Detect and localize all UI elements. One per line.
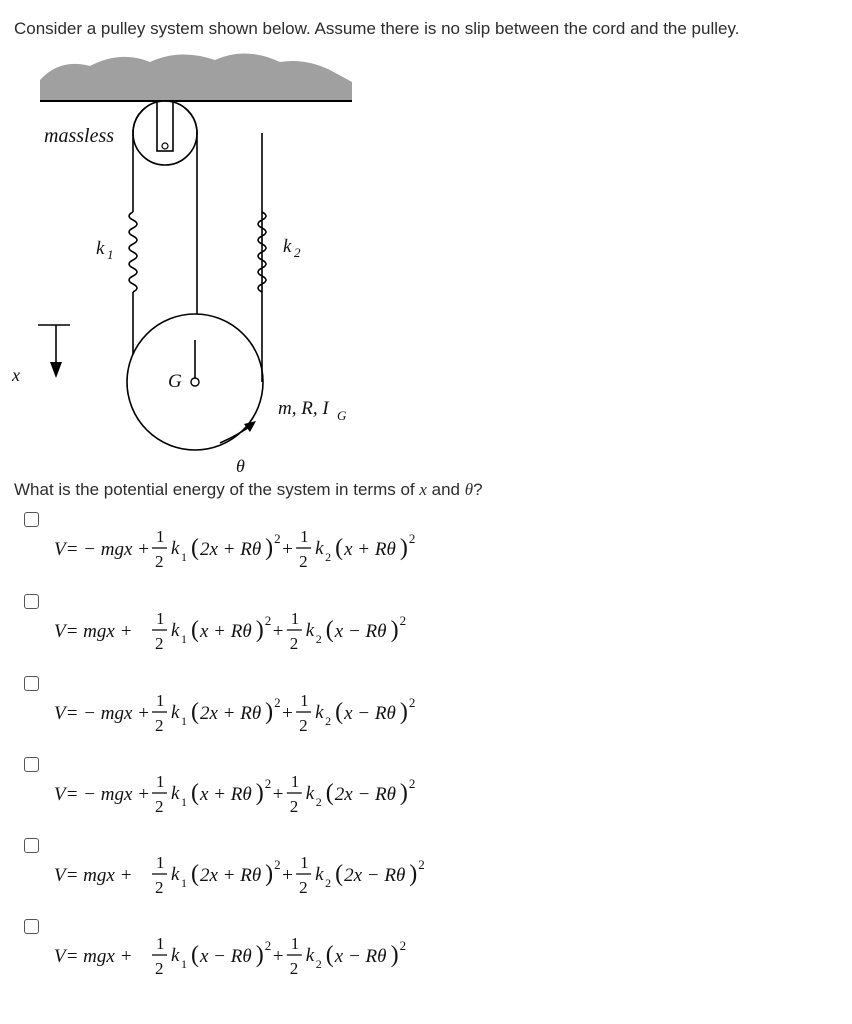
paren-open: (	[335, 699, 344, 725]
answer-option[interactable]	[0, 676, 852, 756]
spring-subscript: 1	[181, 632, 187, 646]
paren-close: )	[255, 942, 264, 968]
exponent: 2	[399, 938, 407, 953]
term-2: 2x − Rθ	[344, 865, 406, 886]
fraction-numerator: 1	[156, 691, 165, 710]
answer-checkbox[interactable]	[24, 512, 39, 527]
term-1: 2x + Rθ	[200, 865, 262, 886]
spring-subscript: 1	[181, 550, 187, 564]
spring-k1	[129, 212, 137, 292]
label-mass: m, R, I	[278, 398, 329, 419]
fraction-denominator: 2	[155, 552, 164, 571]
label-G: G	[168, 371, 182, 392]
paren-close: )	[399, 780, 408, 806]
spring-constant: k	[171, 620, 180, 641]
term-1: x + Rθ	[200, 621, 252, 642]
answer-equation	[54, 838, 574, 908]
equation-lead: V= mgx +	[54, 621, 133, 642]
paren-close: )	[390, 942, 399, 968]
answer-option[interactable]	[0, 594, 852, 674]
spring-subscript: 1	[181, 714, 187, 728]
answer-option[interactable]	[0, 919, 852, 999]
equation-lead: V= − mgx +	[54, 539, 150, 560]
paren-open: (	[191, 699, 199, 725]
label-k1: k	[96, 238, 105, 259]
paren-close: )	[399, 535, 408, 561]
answer-checkbox[interactable]	[24, 838, 39, 853]
spring-constant: k	[315, 538, 324, 559]
spring-subscript: 2	[325, 550, 332, 564]
fraction-numerator: 1	[300, 853, 309, 872]
spring-constant: k	[171, 864, 180, 885]
label-k2-sub: 2	[294, 245, 301, 260]
fraction-denominator: 2	[289, 797, 299, 816]
term-1: x + Rθ	[200, 784, 252, 805]
equation-lead: V= − mgx +	[54, 784, 150, 805]
paren-open: (	[335, 535, 344, 561]
paren-open: (	[325, 780, 334, 806]
paren-close: )	[255, 617, 264, 643]
answer-equation	[54, 919, 574, 989]
answer-equation	[54, 594, 574, 664]
term-2: x − Rθ	[334, 621, 387, 642]
label-x: x	[12, 365, 20, 385]
exponent: 2	[274, 857, 281, 872]
fraction-numerator: 1	[156, 772, 165, 791]
answer-equation	[54, 757, 574, 827]
question-prompt	[14, 480, 483, 500]
paren-open: (	[191, 535, 199, 561]
label-theta: θ	[236, 456, 245, 476]
spring-subscript: 2	[325, 714, 332, 728]
fraction-denominator: 2	[299, 716, 308, 735]
spring-constant: k	[171, 783, 180, 804]
spring-constant: k	[171, 702, 180, 723]
plus-sign: +	[272, 784, 284, 805]
term-2: x − Rθ	[344, 703, 396, 724]
fraction-denominator: 2	[289, 959, 299, 978]
fraction-denominator: 2	[155, 959, 164, 978]
spring-constant: k	[315, 702, 324, 723]
answer-checkbox[interactable]	[24, 757, 39, 772]
spring-constant: k	[305, 945, 315, 966]
equation-lead: V= mgx +	[54, 865, 133, 886]
prompt-suffix: ?	[473, 480, 483, 499]
ceiling-hatch	[40, 53, 352, 102]
exponent: 2	[264, 938, 272, 953]
plus-sign: +	[282, 865, 293, 886]
fraction-denominator: 2	[155, 716, 164, 735]
fraction-numerator: 1	[290, 609, 300, 628]
spring-subscript: 1	[181, 876, 187, 890]
plus-sign: +	[282, 539, 293, 560]
spring-constant: k	[315, 864, 324, 885]
spring-subscript: 2	[315, 632, 322, 646]
fraction-numerator: 1	[156, 934, 165, 953]
prompt-var-x: x	[419, 480, 427, 499]
paren-close: )	[399, 699, 408, 725]
pulley-diagram	[0, 40, 852, 480]
paren-open: (	[191, 942, 199, 968]
paren-open: (	[191, 780, 199, 806]
paren-close: )	[390, 617, 399, 643]
answer-equation	[54, 676, 574, 746]
plus-sign: +	[282, 703, 293, 724]
fraction-numerator: 1	[156, 853, 165, 872]
paren-open: (	[325, 617, 334, 643]
fraction-denominator: 2	[299, 552, 308, 571]
fraction-numerator: 1	[300, 691, 309, 710]
fraction-numerator: 1	[300, 527, 309, 546]
answer-checkbox[interactable]	[24, 676, 39, 691]
fraction-numerator: 1	[290, 772, 300, 791]
fraction-denominator: 2	[289, 634, 299, 653]
exponent: 2	[408, 776, 416, 791]
answer-checkbox[interactable]	[24, 594, 39, 609]
spring-subscript: 1	[181, 957, 187, 971]
exponent: 2	[408, 531, 416, 546]
answer-option[interactable]	[0, 512, 852, 592]
label-mass-sub: G	[337, 408, 347, 423]
answer-checkbox[interactable]	[24, 919, 39, 934]
exponent: 2	[264, 776, 272, 791]
question-text: Consider a pulley system shown below. Assume there is no slip between the cord and the pulley.	[14, 19, 740, 38]
term-1: 2x + Rθ	[200, 539, 262, 560]
fraction-numerator: 1	[156, 609, 165, 628]
prompt-and: and	[426, 480, 465, 499]
answer-option[interactable]	[0, 838, 852, 918]
term-2: x − Rθ	[334, 946, 387, 967]
term-1: 2x + Rθ	[200, 703, 262, 724]
answer-option[interactable]	[0, 757, 852, 837]
paren-close: )	[265, 535, 274, 561]
fraction-denominator: 2	[299, 878, 308, 897]
plus-sign: +	[272, 621, 284, 642]
prompt-var-theta: θ	[464, 480, 474, 499]
exponent: 2	[264, 613, 272, 628]
fraction-numerator: 1	[290, 934, 300, 953]
fraction-numerator: 1	[156, 527, 165, 546]
exponent: 2	[399, 613, 407, 628]
plus-sign: +	[272, 946, 284, 967]
paren-close: )	[409, 861, 418, 887]
spring-subscript: 2	[315, 957, 322, 971]
exponent: 2	[418, 857, 425, 872]
exponent: 2	[274, 531, 281, 546]
paren-close: )	[255, 780, 264, 806]
paren-close: )	[265, 861, 274, 887]
fraction-denominator: 2	[155, 878, 164, 897]
spring-subscript: 2	[315, 795, 322, 809]
paren-open: (	[191, 861, 199, 887]
x-arrow-head	[50, 362, 62, 378]
label-k1-sub: 1	[107, 247, 114, 262]
label-k2: k	[283, 236, 292, 257]
spring-constant: k	[305, 783, 315, 804]
term-1: x − Rθ	[200, 946, 252, 967]
spring-constant: k	[171, 945, 180, 966]
term-2: 2x − Rθ	[334, 784, 397, 805]
exponent: 2	[408, 695, 416, 710]
spring-constant: k	[171, 538, 180, 559]
label-massless: massless	[44, 125, 115, 147]
paren-open: (	[335, 861, 344, 887]
spring-constant: k	[305, 620, 315, 641]
fraction-denominator: 2	[155, 634, 164, 653]
spring-subscript: 1	[181, 795, 187, 809]
paren-open: (	[325, 942, 334, 968]
equation-lead: V= mgx +	[54, 946, 133, 967]
equation-lead: V= − mgx +	[54, 703, 150, 724]
prompt-prefix: What is the potential energy of the system in terms of	[14, 480, 420, 499]
paren-open: (	[191, 617, 199, 643]
exponent: 2	[274, 695, 281, 710]
spring-subscript: 2	[325, 876, 332, 890]
paren-close: )	[265, 699, 274, 725]
answer-equation	[54, 512, 574, 582]
term-2: x + Rθ	[344, 539, 396, 560]
fraction-denominator: 2	[155, 797, 164, 816]
